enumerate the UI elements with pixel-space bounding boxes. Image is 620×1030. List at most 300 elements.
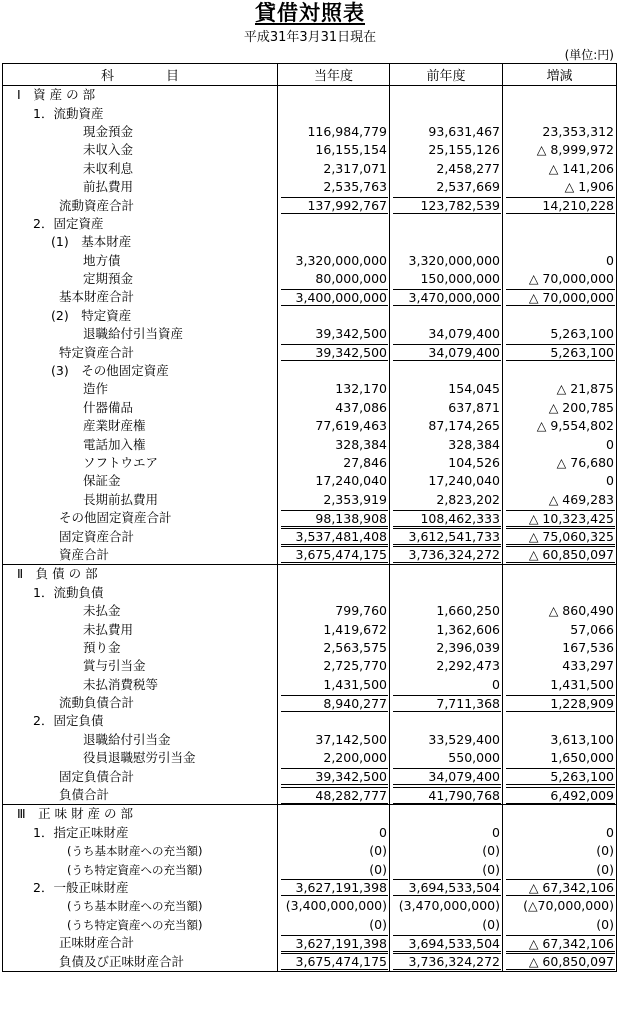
diff-value: △ 860,490	[548, 603, 614, 619]
diff-value: (0)	[596, 916, 614, 932]
prev-value: 150,000,000	[420, 271, 500, 287]
account-label: 固定資産合計	[3, 527, 278, 545]
prev-value: 34,079,400	[393, 344, 501, 361]
prev-value: (0)	[482, 916, 500, 932]
current-year-cell	[278, 141, 390, 159]
current-year-cell	[278, 897, 390, 915]
table-row	[3, 676, 617, 694]
previous-year-cell	[390, 325, 503, 343]
diff-value: 0	[606, 436, 614, 452]
cur-value: 437,086	[335, 399, 387, 415]
change-cell	[503, 472, 617, 490]
account-label: 退職給付引当資産	[3, 325, 278, 343]
table-row	[3, 343, 617, 361]
previous-year-cell	[390, 196, 503, 214]
table-row	[3, 435, 617, 453]
change-cell	[503, 860, 617, 878]
current-year-cell	[278, 343, 390, 361]
table-row	[3, 104, 617, 122]
previous-year-cell	[390, 86, 503, 105]
table-row	[3, 620, 617, 638]
diff-value: 0	[606, 824, 614, 840]
previous-year-cell	[390, 639, 503, 657]
change-cell	[503, 160, 617, 178]
cur-value: 2,200,000	[323, 750, 387, 766]
cur-value: 3,537,481,408	[281, 528, 388, 545]
prev-value: 3,694,533,504	[393, 879, 501, 896]
account-label: 未払金	[3, 602, 278, 620]
balance-sheet-table	[2, 63, 617, 972]
account-label: 賞与引当金	[3, 657, 278, 675]
current-year-cell	[278, 602, 390, 620]
prev-value: 1,362,606	[436, 621, 500, 637]
current-year-cell	[278, 233, 390, 251]
change-cell	[503, 602, 617, 620]
current-year-cell	[278, 676, 390, 694]
table-row	[3, 417, 617, 435]
change-cell	[503, 252, 617, 270]
cur-value: 37,142,500	[315, 731, 387, 747]
diff-value: 0	[606, 252, 614, 268]
change-cell	[503, 842, 617, 860]
current-year-cell	[278, 215, 390, 233]
diff-value: (0)	[596, 861, 614, 877]
table-row	[3, 952, 617, 971]
account-label: 負債合計	[3, 786, 278, 805]
account-label: 基本財産合計	[3, 288, 278, 306]
table-row	[3, 196, 617, 214]
cur-value: 2,317,071	[323, 160, 387, 176]
previous-year-cell	[390, 694, 503, 712]
cur-value: 328,384	[335, 436, 387, 452]
account-label: 流動資産合計	[3, 196, 278, 214]
cur-value: 2,563,575	[323, 639, 387, 655]
change-cell	[503, 178, 617, 196]
account-label: 現金預金	[3, 123, 278, 141]
change-cell	[503, 454, 617, 472]
previous-year-cell	[390, 178, 503, 196]
diff-value: △ 1,906	[564, 179, 614, 195]
table-row	[3, 527, 617, 545]
previous-year-cell	[390, 160, 503, 178]
diff-value: (0)	[596, 843, 614, 859]
account-label: 負債及び正味財産合計	[3, 952, 278, 971]
current-year-cell	[278, 546, 390, 565]
table-row	[3, 786, 617, 805]
cur-value: 1,419,672	[323, 621, 387, 637]
table-row	[3, 565, 617, 584]
prev-value: 0	[492, 676, 500, 692]
current-year-cell	[278, 270, 390, 288]
change-cell	[503, 546, 617, 565]
account-label: Ⅱ 負 債 の 部	[3, 565, 278, 584]
cur-value: 3,627,191,398	[281, 879, 388, 896]
account-label: 退職給付引当金	[3, 731, 278, 749]
diff-value: 5,263,100	[550, 326, 614, 342]
cur-value: 39,342,500	[281, 344, 388, 361]
account-label: その他固定資産合計	[3, 509, 278, 527]
table-header-row	[3, 64, 617, 86]
change-cell	[503, 694, 617, 712]
account-label: (うち特定資産への充当額)	[3, 860, 278, 878]
header-change: 増減	[503, 64, 617, 86]
previous-year-cell	[390, 897, 503, 915]
diff-value: △ 141,206	[548, 160, 614, 176]
table-row	[3, 860, 617, 878]
change-cell	[503, 362, 617, 380]
table-row	[3, 934, 617, 952]
change-cell	[503, 934, 617, 952]
change-cell	[503, 639, 617, 657]
account-label: 未収入金	[3, 141, 278, 159]
previous-year-cell	[390, 767, 503, 785]
previous-year-cell	[390, 288, 503, 306]
diff-value: △ 67,342,106	[506, 879, 615, 896]
account-label: (うち基本財産への充当額)	[3, 897, 278, 915]
previous-year-cell	[390, 934, 503, 952]
prev-value: 25,155,126	[428, 142, 500, 158]
table-row	[3, 472, 617, 490]
diff-value: △ 8,999,972	[536, 142, 614, 158]
change-cell	[503, 141, 617, 159]
current-year-cell	[278, 824, 390, 842]
table-row	[3, 288, 617, 306]
account-label: Ⅰ 資 産 の 部	[3, 86, 278, 105]
cur-value: 2,535,763	[323, 179, 387, 195]
table-row	[3, 325, 617, 343]
current-year-cell	[278, 86, 390, 105]
prev-value: (0)	[482, 843, 500, 859]
prev-value: 637,871	[448, 399, 500, 415]
account-label: (3) その他固定資産	[3, 362, 278, 380]
change-cell	[503, 676, 617, 694]
cur-value: 3,675,474,175	[281, 546, 388, 563]
cur-value: (0)	[369, 861, 387, 877]
change-cell	[503, 786, 617, 805]
previous-year-cell	[390, 215, 503, 233]
previous-year-cell	[390, 491, 503, 509]
cur-value: (3,400,000,000)	[285, 898, 387, 914]
change-cell	[503, 527, 617, 545]
prev-value: 7,711,368	[393, 695, 501, 712]
previous-year-cell	[390, 749, 503, 767]
previous-year-cell	[390, 546, 503, 565]
prev-value: 2,292,473	[436, 658, 500, 674]
change-cell	[503, 952, 617, 971]
diff-value: △ 76,680	[556, 455, 614, 470]
change-cell	[503, 731, 617, 749]
table-row	[3, 749, 617, 767]
table-row	[3, 307, 617, 325]
diff-value: △ 60,850,097	[506, 546, 615, 563]
change-cell	[503, 805, 617, 824]
previous-year-cell	[390, 123, 503, 141]
current-year-cell	[278, 657, 390, 675]
diff-value: △ 67,342,106	[506, 935, 615, 952]
diff-value: △ 75,060,325	[506, 528, 615, 545]
prev-value: 3,470,000,000	[393, 289, 501, 306]
cur-value: 116,984,779	[307, 123, 387, 139]
change-cell	[503, 270, 617, 288]
table-row	[3, 805, 617, 824]
previous-year-cell	[390, 104, 503, 122]
cur-value: 3,675,474,175	[281, 953, 388, 970]
table-row	[3, 584, 617, 602]
cur-value: 48,282,777	[281, 787, 388, 804]
change-cell	[503, 196, 617, 214]
table-row	[3, 252, 617, 270]
change-cell	[503, 879, 617, 897]
previous-year-cell	[390, 343, 503, 361]
header-account: 科 目	[3, 64, 278, 86]
change-cell	[503, 435, 617, 453]
header-previous-year: 前年度	[390, 64, 503, 86]
diff-value: 23,353,312	[542, 123, 614, 139]
change-cell	[503, 417, 617, 435]
current-year-cell	[278, 879, 390, 897]
current-year-cell	[278, 639, 390, 657]
previous-year-cell	[390, 712, 503, 730]
current-year-cell	[278, 435, 390, 453]
previous-year-cell	[390, 472, 503, 490]
account-label: 未払消費税等	[3, 676, 278, 694]
account-label: 電話加入権	[3, 435, 278, 453]
change-cell	[503, 565, 617, 584]
diff-value: 167,536	[562, 639, 614, 655]
account-label: 1．指定正味財産	[3, 824, 278, 842]
cur-value: 1,431,500	[323, 676, 387, 692]
current-year-cell	[278, 325, 390, 343]
cur-value: 2,725,770	[323, 658, 387, 674]
table-row	[3, 399, 617, 417]
change-cell	[503, 584, 617, 602]
cur-value: 132,170	[335, 381, 387, 397]
change-cell	[503, 712, 617, 730]
current-year-cell	[278, 123, 390, 141]
prev-value: 1,660,250	[436, 603, 500, 619]
current-year-cell	[278, 160, 390, 178]
prev-value: (0)	[482, 861, 500, 877]
previous-year-cell	[390, 676, 503, 694]
prev-value: 108,462,333	[393, 510, 501, 527]
diff-value: △ 469,283	[548, 491, 614, 507]
account-label: 長期前払費用	[3, 491, 278, 509]
current-year-cell	[278, 509, 390, 527]
table-row	[3, 454, 617, 472]
cur-value: (0)	[369, 843, 387, 859]
table-row	[3, 842, 617, 860]
cur-value: 137,992,767	[281, 197, 388, 214]
prev-value: 328,384	[448, 436, 500, 452]
cur-value: 8,940,277	[281, 695, 388, 712]
cur-value: 17,240,040	[315, 473, 387, 489]
change-cell	[503, 824, 617, 842]
current-year-cell	[278, 712, 390, 730]
table-row	[3, 767, 617, 785]
current-year-cell	[278, 252, 390, 270]
diff-value: 0	[606, 473, 614, 489]
account-label: 保証金	[3, 472, 278, 490]
previous-year-cell	[390, 527, 503, 545]
current-year-cell	[278, 178, 390, 196]
previous-year-cell	[390, 786, 503, 805]
previous-year-cell	[390, 842, 503, 860]
prev-value: 87,174,265	[428, 418, 500, 434]
change-cell	[503, 343, 617, 361]
previous-year-cell	[390, 565, 503, 584]
account-label: 預り金	[3, 639, 278, 657]
table-row	[3, 380, 617, 398]
diff-value: 3,613,100	[550, 731, 614, 747]
change-cell	[503, 233, 617, 251]
previous-year-cell	[390, 602, 503, 620]
change-cell	[503, 767, 617, 785]
cur-value: 3,400,000,000	[281, 289, 388, 306]
current-year-cell	[278, 104, 390, 122]
prev-value: 2,823,202	[436, 491, 500, 507]
current-year-cell	[278, 307, 390, 325]
prev-value: 123,782,539	[393, 197, 501, 214]
previous-year-cell	[390, 620, 503, 638]
diff-value: 1,650,000	[550, 750, 614, 766]
cur-value: 3,627,191,398	[281, 935, 388, 952]
current-year-cell	[278, 472, 390, 490]
current-year-cell	[278, 196, 390, 214]
account-label: 固定負債合計	[3, 767, 278, 785]
previous-year-cell	[390, 380, 503, 398]
diff-value: 6,492,009	[506, 787, 615, 804]
account-label: 正味財産合計	[3, 934, 278, 952]
diff-value: 14,210,228	[506, 197, 615, 214]
table-row	[3, 694, 617, 712]
prev-value: 3,612,541,733	[393, 528, 501, 545]
previous-year-cell	[390, 141, 503, 159]
prev-value: 2,396,039	[436, 639, 500, 655]
previous-year-cell	[390, 270, 503, 288]
table-row	[3, 546, 617, 565]
diff-value: 1,228,909	[506, 695, 615, 712]
diff-value: (△70,000,000)	[523, 898, 614, 914]
title-text: 貸借対照表	[255, 1, 365, 25]
table-row	[3, 160, 617, 178]
diff-value: △ 200,785	[548, 399, 614, 415]
current-year-cell	[278, 491, 390, 509]
account-label: 未払費用	[3, 620, 278, 638]
table-row	[3, 731, 617, 749]
previous-year-cell	[390, 307, 503, 325]
current-year-cell	[278, 620, 390, 638]
cur-value: 27,846	[343, 455, 387, 470]
prev-value: 104,526	[448, 455, 500, 470]
prev-value: 2,537,669	[436, 179, 500, 195]
table-row	[3, 879, 617, 897]
table-row	[3, 491, 617, 509]
account-label: 定期預金	[3, 270, 278, 288]
table-row	[3, 270, 617, 288]
diff-value: △ 70,000,000	[528, 271, 614, 287]
previous-year-cell	[390, 916, 503, 934]
document-title	[0, 0, 620, 26]
previous-year-cell	[390, 731, 503, 749]
table-row	[3, 897, 617, 915]
table-row	[3, 657, 617, 675]
previous-year-cell	[390, 233, 503, 251]
account-label: ソフトウエア	[3, 454, 278, 472]
previous-year-cell	[390, 805, 503, 824]
change-cell	[503, 897, 617, 915]
change-cell	[503, 509, 617, 527]
prev-value: 34,079,400	[428, 326, 500, 342]
table-row	[3, 916, 617, 934]
account-label: 什器備品	[3, 399, 278, 417]
previous-year-cell	[390, 509, 503, 527]
change-cell	[503, 749, 617, 767]
previous-year-cell	[390, 860, 503, 878]
current-year-cell	[278, 749, 390, 767]
previous-year-cell	[390, 584, 503, 602]
change-cell	[503, 657, 617, 675]
previous-year-cell	[390, 879, 503, 897]
previous-year-cell	[390, 657, 503, 675]
account-label: 前払費用	[3, 178, 278, 196]
account-label: 2．固定資産	[3, 215, 278, 233]
diff-value: △ 60,850,097	[506, 953, 615, 970]
previous-year-cell	[390, 252, 503, 270]
current-year-cell	[278, 860, 390, 878]
prev-value: 3,694,533,504	[393, 935, 501, 952]
unit-label: (単位:円)	[564, 48, 614, 62]
account-label: (2) 特定資産	[3, 307, 278, 325]
prev-value: (3,470,000,000)	[398, 898, 500, 914]
change-cell	[503, 380, 617, 398]
account-label: (うち基本財産への充当額)	[3, 842, 278, 860]
diff-value: △ 9,554,802	[536, 418, 614, 434]
change-cell	[503, 86, 617, 105]
change-cell	[503, 307, 617, 325]
table-row	[3, 123, 617, 141]
account-label: 2．固定負債	[3, 712, 278, 730]
prev-value: 2,458,277	[436, 160, 500, 176]
current-year-cell	[278, 362, 390, 380]
previous-year-cell	[390, 435, 503, 453]
prev-value: 154,045	[448, 381, 500, 397]
prev-value: 0	[492, 824, 500, 840]
table-body	[3, 86, 617, 972]
change-cell	[503, 104, 617, 122]
cur-value: 3,320,000,000	[295, 252, 387, 268]
account-label: 2．一般正味財産	[3, 879, 278, 897]
current-year-cell	[278, 288, 390, 306]
account-label: 特定資産合計	[3, 343, 278, 361]
table-row	[3, 362, 617, 380]
table-row	[3, 639, 617, 657]
diff-value: 433,297	[562, 658, 614, 674]
table-row	[3, 824, 617, 842]
current-year-cell	[278, 805, 390, 824]
diff-value: △ 70,000,000	[506, 289, 615, 306]
cur-value: 0	[379, 824, 387, 840]
prev-value: 33,529,400	[428, 731, 500, 747]
current-year-cell	[278, 417, 390, 435]
cur-value: 16,155,154	[315, 142, 387, 158]
current-year-cell	[278, 767, 390, 785]
account-label: 造作	[3, 380, 278, 398]
previous-year-cell	[390, 417, 503, 435]
account-label: 未収利息	[3, 160, 278, 178]
current-year-cell	[278, 527, 390, 545]
cur-value: 80,000,000	[315, 271, 387, 287]
table-row	[3, 141, 617, 159]
